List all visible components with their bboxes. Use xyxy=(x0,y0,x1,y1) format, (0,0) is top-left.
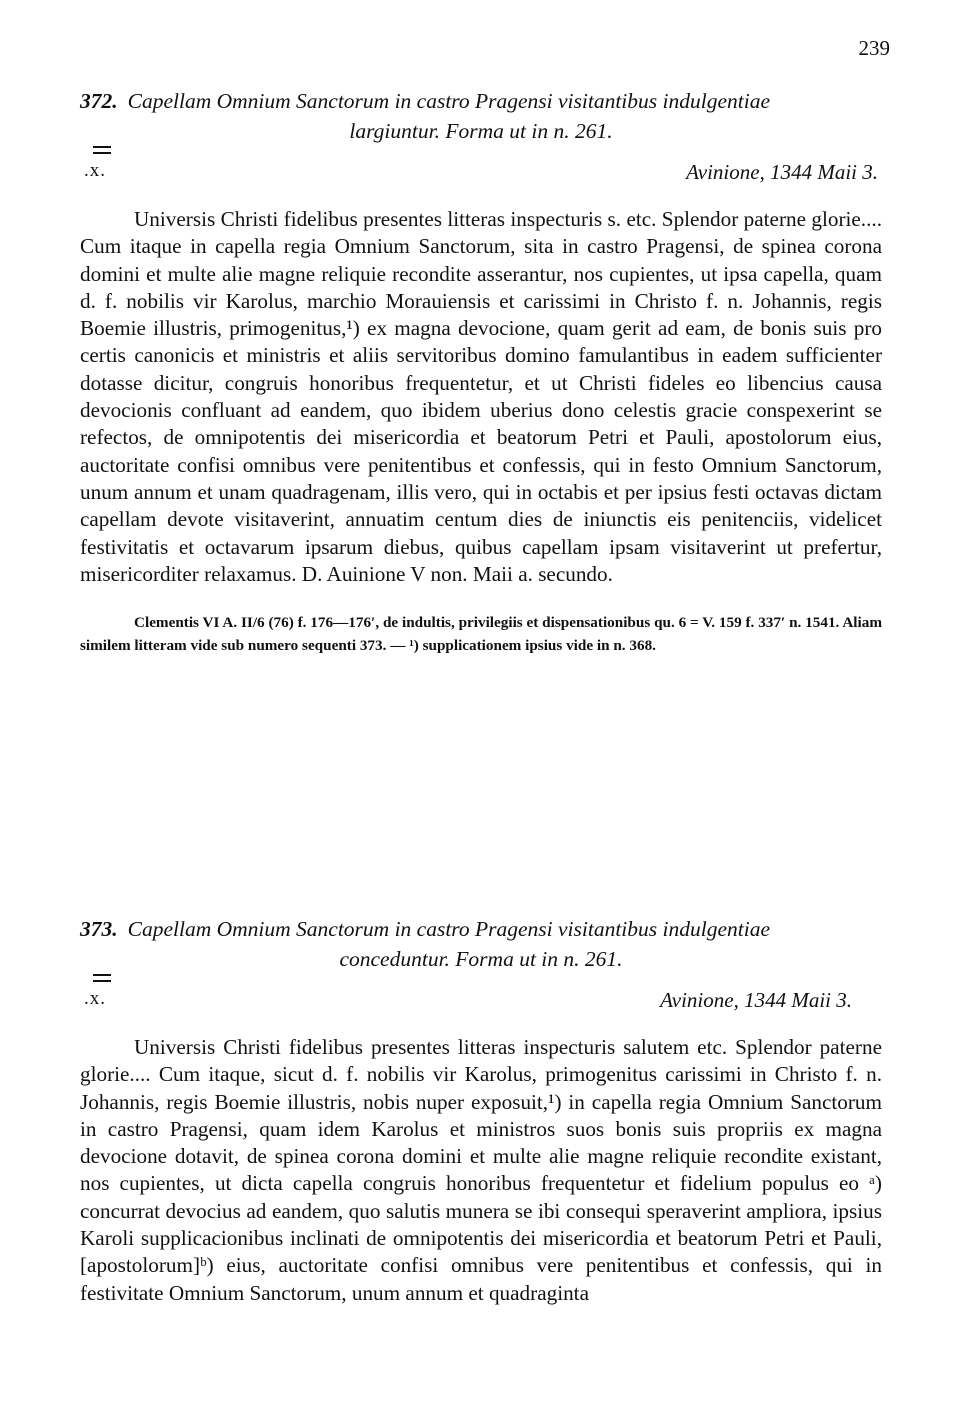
entry-body xyxy=(80,1034,882,1307)
entry-footnotes xyxy=(80,612,882,657)
entry-number: 372. xyxy=(80,89,118,113)
heading-line-2: largiuntur. Forma ut in n. 261. xyxy=(349,119,613,143)
entry-meta-row xyxy=(80,988,882,1018)
page-number: 239 xyxy=(858,36,890,60)
heading-line-1: Capellam Omnium Sanctorum in castro Pragensi visitantibus indulgentiae xyxy=(127,917,771,941)
register-mark xyxy=(84,160,106,182)
entry-date: Avinione, 1344 Maii 3. xyxy=(686,160,878,184)
mark-overbar xyxy=(93,980,111,982)
footnote-paragraph: Clementis VI A. II/6 (76) f. 176—176′, de indultis, privilegiis et dispensationibus qu. 6 = V. 159 f. 337′ n. 1541. Aliam similem litteram vide sub numero sequenti 373. — ¹) supplicationem ipsius vide in n. 368. xyxy=(80,614,882,654)
mark-overbar xyxy=(93,152,111,154)
register-mark xyxy=(84,988,106,1010)
body-paragraph: Universis Christi fidelibus presentes litteras inspecturis s. etc. Splendor paterne glorie.... Cum itaque in capella regia Omnium Sanctorum, sita in castro Pragensi, de spinea corona domini et multe alie magne reliquie recondite asserantur, nos cupientes, ut ipsa capella, quam d. f. nobilis vir Karolus, marchio Morauiensis et carissimi in Christo f. n. Johannis, regis Boemie illustris, primogenitus,¹) ex magna devocione, quam gerit ad eam, de bonis suis pro certis canonicis et ministris et aliis servitoribus domino famulantibus in eadem sufficienter dotasse dicitur, congruis honoribus frequentetur, et ut Christi fideles eo libencius causa devocionis confluant ad eandem, quo ibidem uberius dono celestis gracie conspexerint se refectos, de omnipotentis dei misericordia et beatorum Petri et Pauli, apostolorum eius, auctoritate confisi omnibus vere penitentibus et confessis, qui in festo Omnium Sanctorum, unum annum et unam quadragenam, illis vero, qui in octabis et per ipsius festi octavas dictam capellam devote visitaverint, annuatim centum dies de iniunctis eis penitenciis, videlicet festivitatis et octavarum ipsarum diebus, quibus capellam ipsam visitaverint ut prefertur, misericorditer relaxamus. D. Auinione V non. Maii a. secundo. xyxy=(80,207,882,586)
heading-line-2: conceduntur. Forma ut in n. 261. xyxy=(339,947,623,971)
heading-line-1: Capellam Omnium Sanctorum in castro Pragensi visitantibus indulgentiae xyxy=(127,89,771,113)
entry-meta-row xyxy=(80,160,882,190)
mark-overbar xyxy=(93,146,111,148)
entry-date: Avinione, 1344 Maii 3. xyxy=(660,988,852,1012)
entry-heading xyxy=(80,86,882,146)
mark-overbar xyxy=(93,974,111,976)
entry-body xyxy=(80,206,882,588)
register-mark-text: .x. xyxy=(84,160,106,181)
document-entry-372 xyxy=(80,86,882,657)
register-mark-text: .x. xyxy=(84,988,106,1009)
entry-heading xyxy=(80,914,882,974)
body-paragraph: Universis Christi fidelibus presentes litteras inspecturis salutem etc. Splendor paterne glorie.... Cum itaque, sicut d. f. nobilis vir Karolus, primogenitus carissimi in Christo f. n. Johannis, regis Boemie illustris, nobis nuper exposuit,¹) in capella regia Omnium Sanctorum in castro Pragensi, quam idem Karolus et ministros suos bonis suis propriis ex magna devocione dotavit, de spinea corona domini et multe alie magne reliquie recondite existant, nos cupientes, ut dicta capella congruis honoribus frequentetur et fidelium populus eo ᵃ) concurrat devocius ad eandem, quo salutis munera se ibi consequi speraverint ampliora, ipsius Karoli supplicacionibus inclinati de omnipotentis dei misericordia et beatorum Petri et Pauli, [apostolorum]ᵇ) eius, auctoritate confisi omnibus vere penitentibus et confessis, qui in festivitate Omnium Sanctorum, unum annum et quadraginta xyxy=(80,1035,882,1305)
entry-number: 373. xyxy=(80,917,118,941)
document-entry-373 xyxy=(80,914,882,1307)
